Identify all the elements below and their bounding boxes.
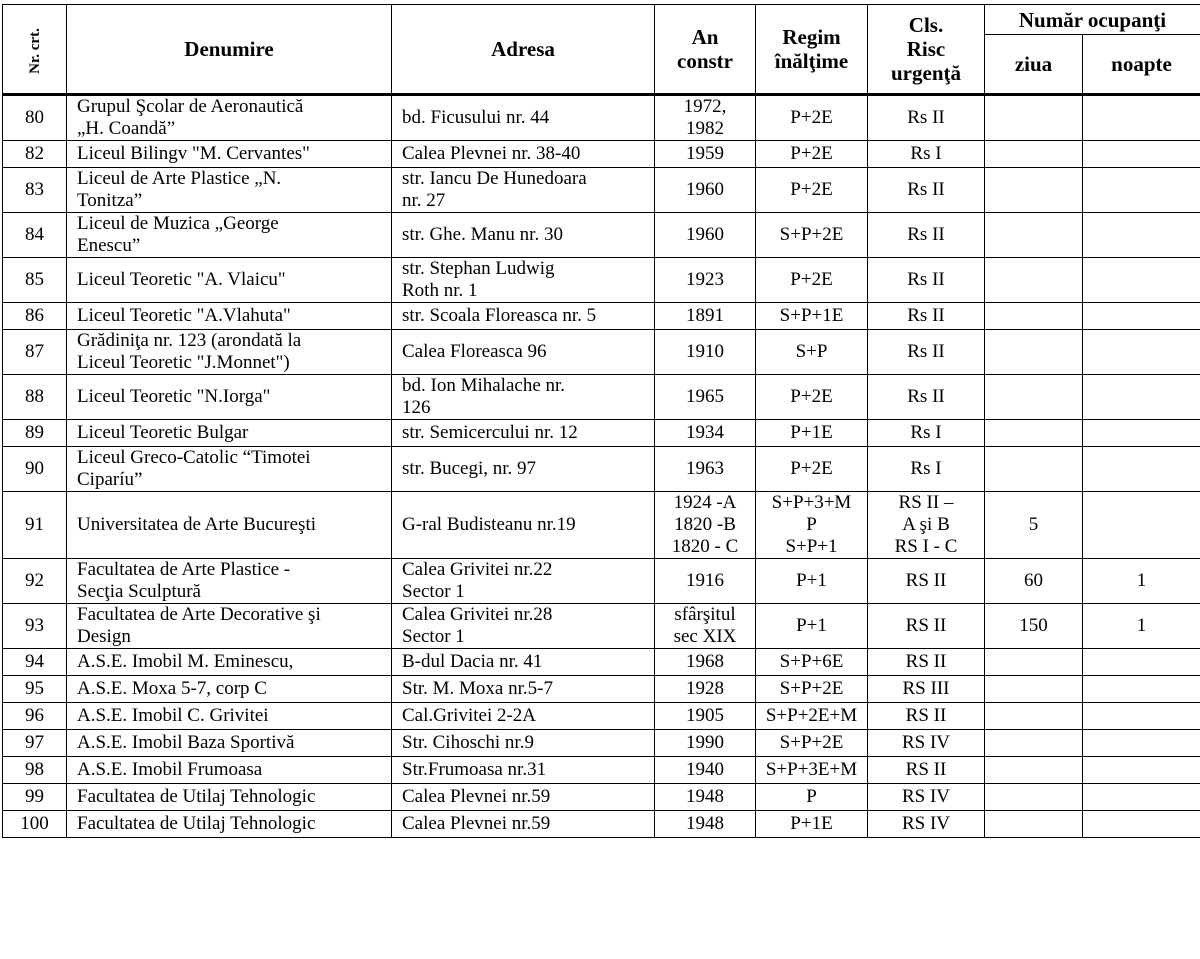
cell-an: 1910 bbox=[655, 330, 756, 375]
cell-cls: Rs II bbox=[868, 258, 985, 303]
cell-regim: P+1 bbox=[756, 604, 868, 649]
cell-adresa: B-dul Dacia nr. 41 bbox=[392, 649, 655, 676]
cell-nr: 100 bbox=[3, 811, 67, 838]
cell-an: 1923 bbox=[655, 258, 756, 303]
cell-adresa: str. Iancu De Hunedoara nr. 27 bbox=[392, 168, 655, 213]
cell-noapte: 1 bbox=[1083, 559, 1200, 604]
cell-nr: 97 bbox=[3, 730, 67, 757]
cell-regim: S+P+2E bbox=[756, 213, 868, 258]
cell-noapte bbox=[1083, 676, 1200, 703]
cell-adresa: Calea Plevnei nr.59 bbox=[392, 811, 655, 838]
cell-regim: S+P+6E bbox=[756, 649, 868, 676]
cell-noapte bbox=[1083, 141, 1200, 168]
cell-noapte bbox=[1083, 330, 1200, 375]
cell-nr: 94 bbox=[3, 649, 67, 676]
cell-adresa: Calea Floreasca 96 bbox=[392, 330, 655, 375]
cell-regim: P+2E bbox=[756, 258, 868, 303]
table-row bbox=[3, 604, 1200, 649]
cell-ziua bbox=[985, 676, 1083, 703]
cell-ziua bbox=[985, 95, 1083, 141]
cell-nr: 85 bbox=[3, 258, 67, 303]
cell-nr: 93 bbox=[3, 604, 67, 649]
cell-adresa: str. Bucegi, nr. 97 bbox=[392, 447, 655, 492]
cell-regim: S+P+3E+M bbox=[756, 757, 868, 784]
cell-cls: RS IV bbox=[868, 730, 985, 757]
cell-cls: RS II bbox=[868, 649, 985, 676]
cell-regim: P+2E bbox=[756, 95, 868, 141]
cell-noapte bbox=[1083, 703, 1200, 730]
table-row bbox=[3, 676, 1200, 703]
cell-nr: 95 bbox=[3, 676, 67, 703]
cell-an: 1990 bbox=[655, 730, 756, 757]
cell-denumire: Facultatea de Arte Decorative şi Design bbox=[67, 604, 392, 649]
cell-an: 1960 bbox=[655, 168, 756, 213]
cell-regim: P+2E bbox=[756, 375, 868, 420]
cell-cls: Rs II bbox=[868, 168, 985, 213]
cell-denumire: Liceul Greco-Catolic “Timotei Ciparíu” bbox=[67, 447, 392, 492]
table-row bbox=[3, 420, 1200, 447]
cell-cls: RS II – A şi B RS I - C bbox=[868, 492, 985, 559]
cell-adresa: bd. Ficusului nr. 44 bbox=[392, 95, 655, 141]
cell-regim: S+P+1E bbox=[756, 303, 868, 330]
cell-an: 1916 bbox=[655, 559, 756, 604]
header-noapte: noapte bbox=[1083, 35, 1200, 95]
table-row bbox=[3, 375, 1200, 420]
cell-ziua bbox=[985, 258, 1083, 303]
cell-nr: 92 bbox=[3, 559, 67, 604]
cell-cls: Rs II bbox=[868, 95, 985, 141]
table-row bbox=[3, 811, 1200, 838]
cell-regim: P+1E bbox=[756, 420, 868, 447]
cell-regim: P+2E bbox=[756, 141, 868, 168]
cell-ziua bbox=[985, 703, 1083, 730]
cell-cls: RS II bbox=[868, 757, 985, 784]
cell-an: 1960 bbox=[655, 213, 756, 258]
table-row bbox=[3, 168, 1200, 213]
cell-ziua bbox=[985, 303, 1083, 330]
cell-ziua bbox=[985, 784, 1083, 811]
cell-noapte bbox=[1083, 784, 1200, 811]
table-row bbox=[3, 141, 1200, 168]
cell-nr: 86 bbox=[3, 303, 67, 330]
cell-an: 1905 bbox=[655, 703, 756, 730]
cell-denumire: Grupul Şcolar de Aeronautică „H. Coandă” bbox=[67, 95, 392, 141]
cell-noapte bbox=[1083, 420, 1200, 447]
cell-noapte bbox=[1083, 303, 1200, 330]
cell-nr: 88 bbox=[3, 375, 67, 420]
cell-an: 1948 bbox=[655, 811, 756, 838]
header-cls: Cls. Risc urgenţă bbox=[868, 5, 985, 95]
cell-ziua: 5 bbox=[985, 492, 1083, 559]
cell-regim: S+P bbox=[756, 330, 868, 375]
cell-adresa: Str.Frumoasa nr.31 bbox=[392, 757, 655, 784]
cell-nr: 91 bbox=[3, 492, 67, 559]
cell-denumire: Facultatea de Utilaj Tehnologic bbox=[67, 811, 392, 838]
cell-noapte bbox=[1083, 649, 1200, 676]
cell-noapte bbox=[1083, 258, 1200, 303]
table-row bbox=[3, 447, 1200, 492]
cell-regim: P+1 bbox=[756, 559, 868, 604]
cell-an: 1948 bbox=[655, 784, 756, 811]
cell-ziua bbox=[985, 757, 1083, 784]
header-denumire: Denumire bbox=[67, 5, 392, 95]
cell-denumire: A.S.E. Imobil Frumoasa bbox=[67, 757, 392, 784]
cell-denumire: Facultatea de Utilaj Tehnologic bbox=[67, 784, 392, 811]
header-ocupanti: Număr ocupanţi bbox=[985, 5, 1200, 35]
cell-noapte bbox=[1083, 811, 1200, 838]
cell-denumire: Liceul Teoretic "A. Vlaicu" bbox=[67, 258, 392, 303]
cell-nr: 89 bbox=[3, 420, 67, 447]
cell-cls: RS II bbox=[868, 559, 985, 604]
cell-adresa: Str. M. Moxa nr.5-7 bbox=[392, 676, 655, 703]
cell-cls: RS IV bbox=[868, 784, 985, 811]
cell-ziua: 60 bbox=[985, 559, 1083, 604]
cell-nr: 82 bbox=[3, 141, 67, 168]
cell-ziua bbox=[985, 420, 1083, 447]
cell-regim: S+P+3+M P S+P+1 bbox=[756, 492, 868, 559]
cell-denumire: Liceul Teoretic "N.Iorga" bbox=[67, 375, 392, 420]
cell-noapte: 1 bbox=[1083, 604, 1200, 649]
cell-noapte bbox=[1083, 168, 1200, 213]
table-row bbox=[3, 213, 1200, 258]
table-row bbox=[3, 492, 1200, 559]
cell-adresa: bd. Ion Mihalache nr. 126 bbox=[392, 375, 655, 420]
cell-denumire: A.S.E. Moxa 5-7, corp C bbox=[67, 676, 392, 703]
cell-noapte bbox=[1083, 730, 1200, 757]
header-ziua: ziua bbox=[985, 35, 1083, 95]
cell-denumire: Liceul Bilingv "M. Cervantes" bbox=[67, 141, 392, 168]
table-row bbox=[3, 784, 1200, 811]
cell-ziua: 150 bbox=[985, 604, 1083, 649]
cell-noapte bbox=[1083, 757, 1200, 784]
cell-adresa: Calea Plevnei nr. 38-40 bbox=[392, 141, 655, 168]
cell-adresa: str. Ghe. Manu nr. 30 bbox=[392, 213, 655, 258]
cell-denumire: A.S.E. Imobil Baza Sportivă bbox=[67, 730, 392, 757]
cell-nr: 96 bbox=[3, 703, 67, 730]
cell-nr: 87 bbox=[3, 330, 67, 375]
table-row bbox=[3, 703, 1200, 730]
cell-denumire: Universitatea de Arte Bucureşti bbox=[67, 492, 392, 559]
cell-an: 1965 bbox=[655, 375, 756, 420]
table-row bbox=[3, 649, 1200, 676]
cell-adresa: str. Semicercului nr. 12 bbox=[392, 420, 655, 447]
cell-an: 1968 bbox=[655, 649, 756, 676]
cell-ziua bbox=[985, 811, 1083, 838]
cell-denumire: Liceul Teoretic "A.Vlahuta" bbox=[67, 303, 392, 330]
cell-adresa: str. Scoala Floreasca nr. 5 bbox=[392, 303, 655, 330]
cell-cls: RS II bbox=[868, 703, 985, 730]
cell-denumire: Grădiniţa nr. 123 (arondată la Liceul Teoretic "J.Monnet") bbox=[67, 330, 392, 375]
cell-cls: RS II bbox=[868, 604, 985, 649]
cell-an: 1959 bbox=[655, 141, 756, 168]
cell-denumire: A.S.E. Imobil M. Eminescu, bbox=[67, 649, 392, 676]
buildings-table bbox=[2, 4, 1200, 838]
cell-an: 1891 bbox=[655, 303, 756, 330]
cell-ziua bbox=[985, 141, 1083, 168]
cell-adresa: Cal.Grivitei 2-2A bbox=[392, 703, 655, 730]
table-row bbox=[3, 258, 1200, 303]
cell-ziua bbox=[985, 649, 1083, 676]
cell-noapte bbox=[1083, 375, 1200, 420]
cell-cls: Rs II bbox=[868, 303, 985, 330]
cell-regim: S+P+2E bbox=[756, 676, 868, 703]
cell-nr: 80 bbox=[3, 95, 67, 141]
cell-adresa: Calea Grivitei nr.22 Sector 1 bbox=[392, 559, 655, 604]
cell-an: 1972, 1982 bbox=[655, 95, 756, 141]
cell-cls: RS IV bbox=[868, 811, 985, 838]
cell-noapte bbox=[1083, 492, 1200, 559]
header-regim: Regim înălţime bbox=[756, 5, 868, 95]
cell-denumire: Liceul Teoretic Bulgar bbox=[67, 420, 392, 447]
cell-an: 1963 bbox=[655, 447, 756, 492]
table-header bbox=[3, 5, 1200, 95]
table-row bbox=[3, 330, 1200, 375]
cell-denumire: Facultatea de Arte Plastice - Secţia Sculptură bbox=[67, 559, 392, 604]
cell-adresa: str. Stephan Ludwig Roth nr. 1 bbox=[392, 258, 655, 303]
cell-denumire: Liceul de Arte Plastice „N. Tonitza” bbox=[67, 168, 392, 213]
cell-nr: 83 bbox=[3, 168, 67, 213]
cell-cls: Rs II bbox=[868, 375, 985, 420]
table-row bbox=[3, 559, 1200, 604]
cell-an: sfârşitul sec XIX bbox=[655, 604, 756, 649]
cell-adresa: Str. Cihoschi nr.9 bbox=[392, 730, 655, 757]
cell-cls: Rs I bbox=[868, 420, 985, 447]
header-an: An constr bbox=[655, 5, 756, 95]
cell-noapte bbox=[1083, 447, 1200, 492]
cell-an: 1928 bbox=[655, 676, 756, 703]
table-row bbox=[3, 757, 1200, 784]
cell-regim: P bbox=[756, 784, 868, 811]
cell-an: 1924 -A 1820 -B 1820 - C bbox=[655, 492, 756, 559]
cell-ziua bbox=[985, 730, 1083, 757]
cell-regim: S+P+2E bbox=[756, 730, 868, 757]
cell-adresa: Calea Grivitei nr.28 Sector 1 bbox=[392, 604, 655, 649]
cell-adresa: G-ral Budisteanu nr.19 bbox=[392, 492, 655, 559]
cell-ziua bbox=[985, 213, 1083, 258]
cell-cls: RS III bbox=[868, 676, 985, 703]
cell-regim: P+2E bbox=[756, 168, 868, 213]
table-row bbox=[3, 730, 1200, 757]
cell-cls: Rs I bbox=[868, 447, 985, 492]
cell-ziua bbox=[985, 447, 1083, 492]
cell-nr: 84 bbox=[3, 213, 67, 258]
header-nr: Nr. crt. bbox=[3, 5, 67, 95]
table-body bbox=[3, 95, 1200, 838]
header-adresa: Adresa bbox=[392, 5, 655, 95]
cell-nr: 98 bbox=[3, 757, 67, 784]
cell-ziua bbox=[985, 330, 1083, 375]
cell-cls: Rs I bbox=[868, 141, 985, 168]
cell-regim: S+P+2E+M bbox=[756, 703, 868, 730]
cell-an: 1934 bbox=[655, 420, 756, 447]
cell-nr: 90 bbox=[3, 447, 67, 492]
cell-cls: Rs II bbox=[868, 330, 985, 375]
table-row bbox=[3, 303, 1200, 330]
cell-denumire: Liceul de Muzica „George Enescu” bbox=[67, 213, 392, 258]
cell-ziua bbox=[985, 168, 1083, 213]
cell-noapte bbox=[1083, 213, 1200, 258]
cell-cls: Rs II bbox=[868, 213, 985, 258]
cell-regim: P+2E bbox=[756, 447, 868, 492]
cell-an: 1940 bbox=[655, 757, 756, 784]
cell-regim: P+1E bbox=[756, 811, 868, 838]
cell-nr: 99 bbox=[3, 784, 67, 811]
table-row bbox=[3, 95, 1200, 141]
cell-noapte bbox=[1083, 95, 1200, 141]
cell-denumire: A.S.E. Imobil C. Grivitei bbox=[67, 703, 392, 730]
cell-adresa: Calea Plevnei nr.59 bbox=[392, 784, 655, 811]
cell-ziua bbox=[985, 375, 1083, 420]
